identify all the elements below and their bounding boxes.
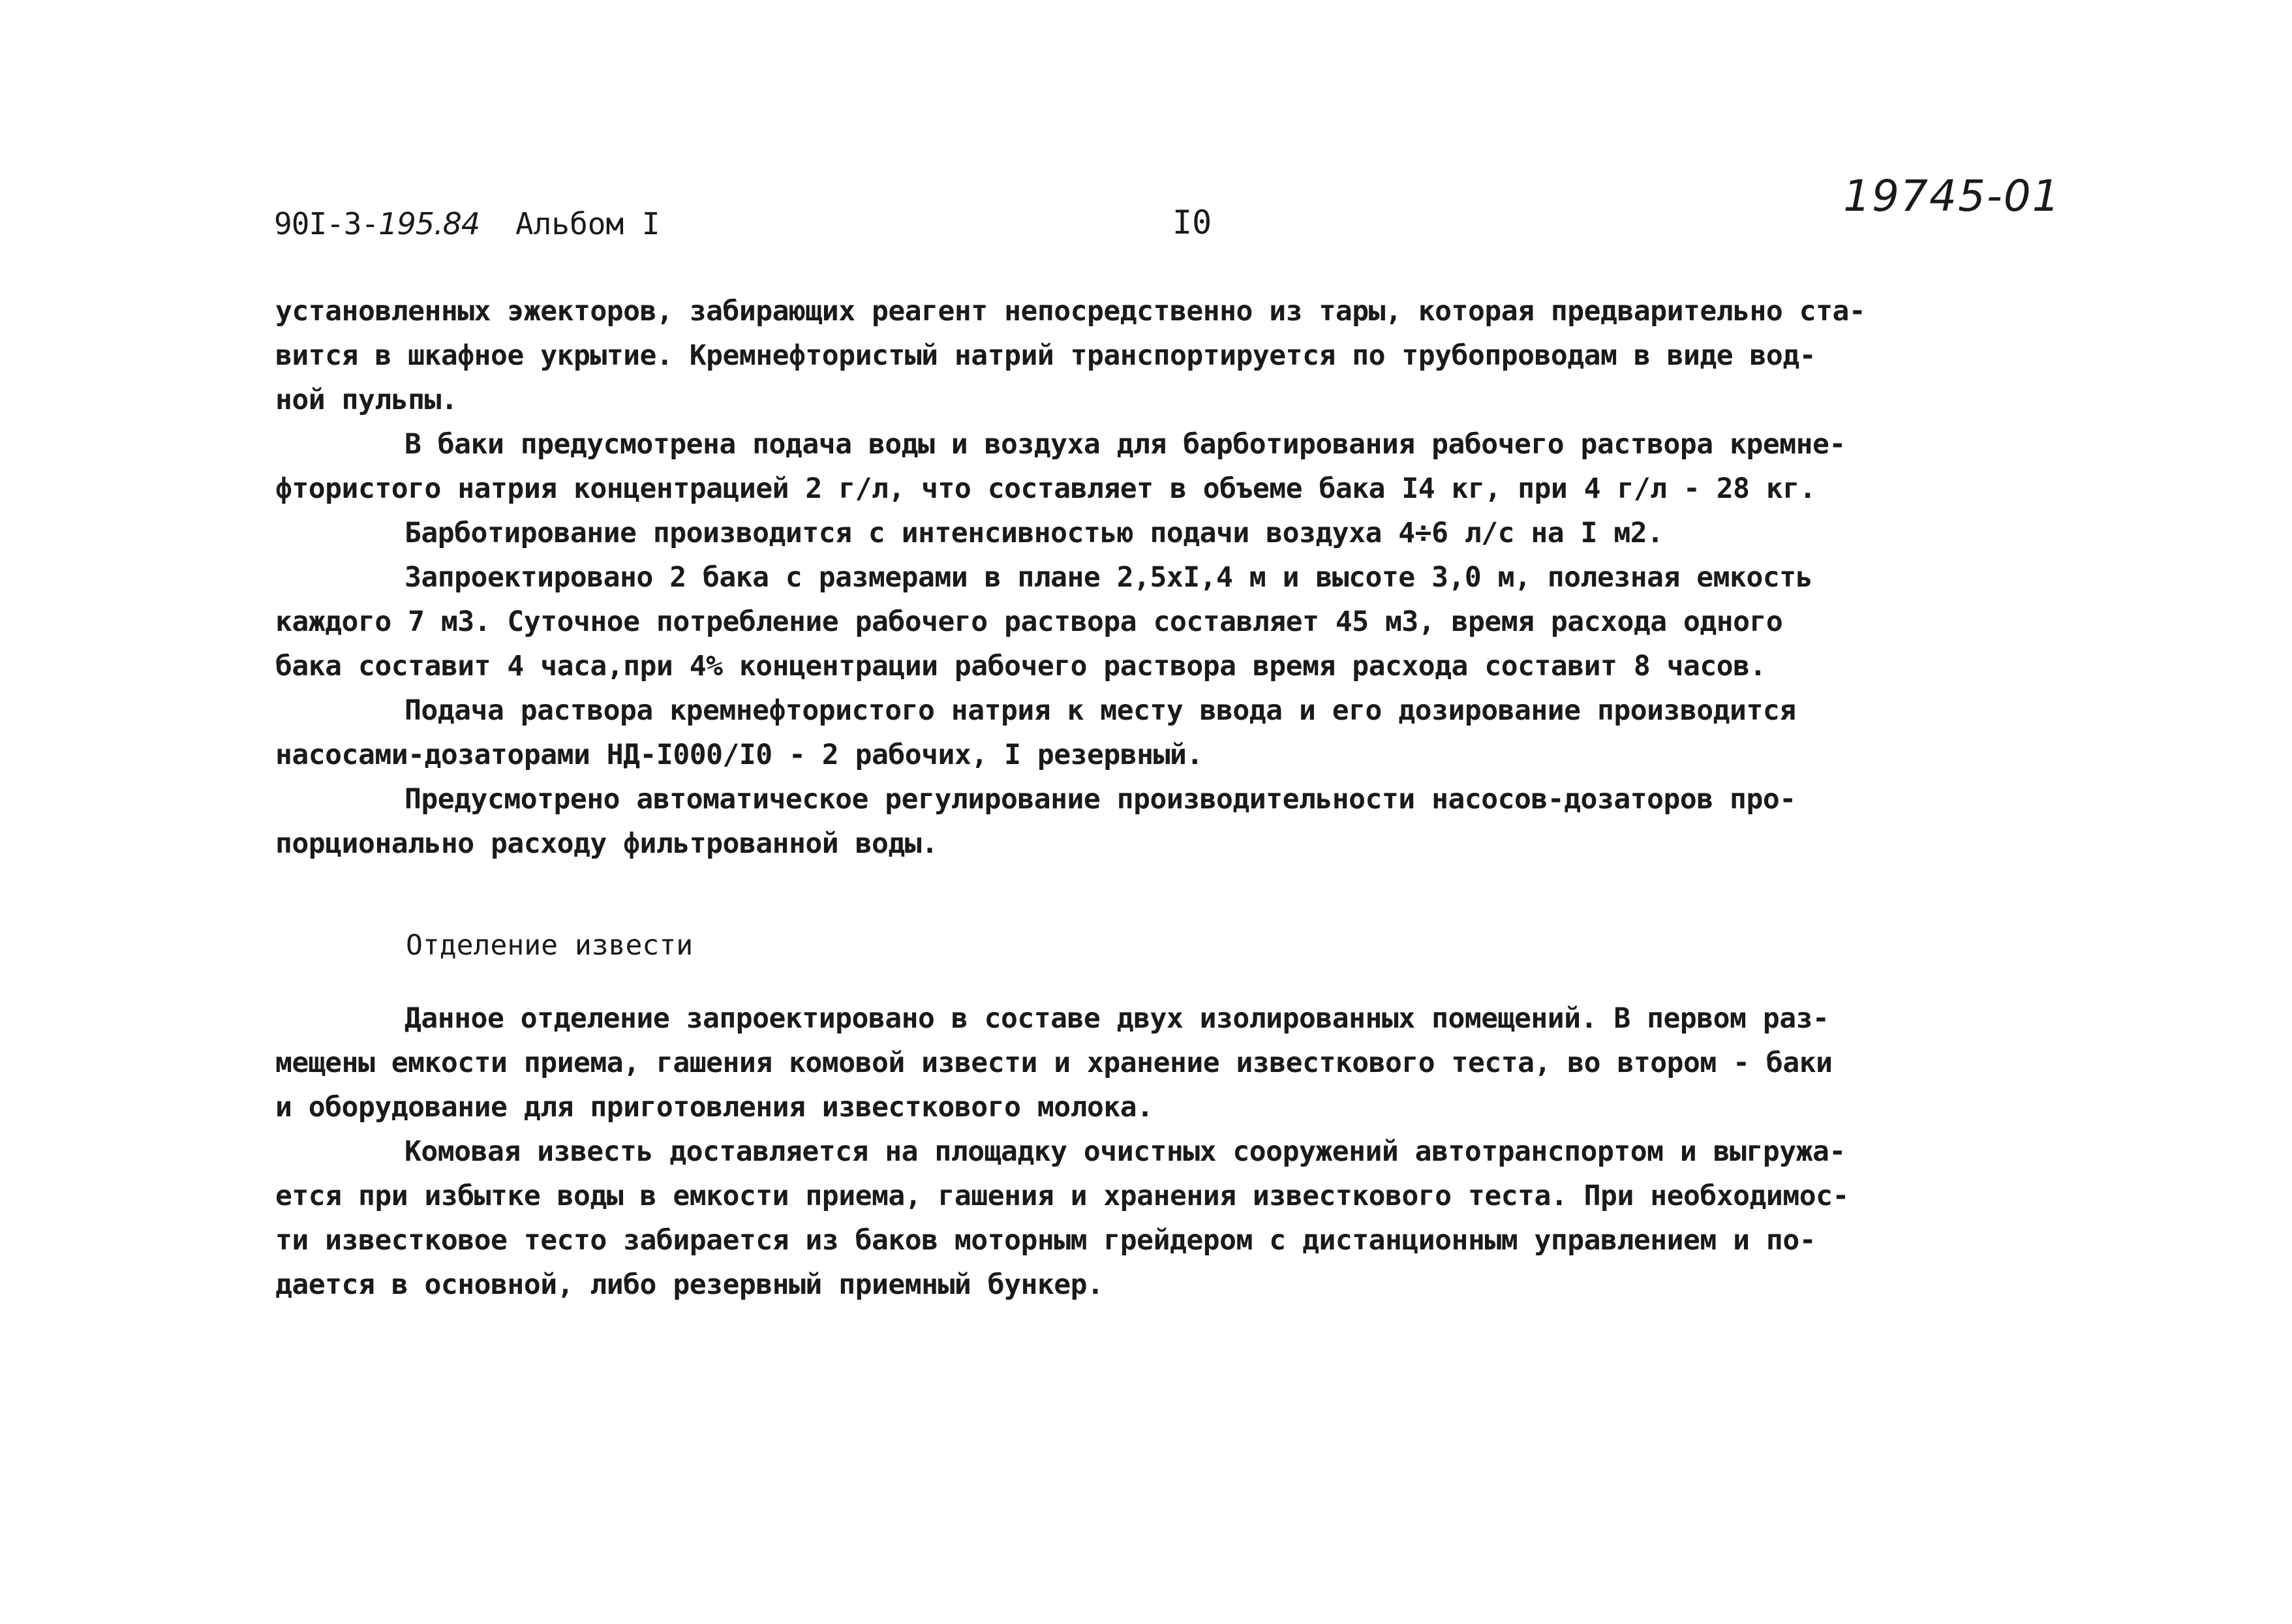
page-number: I0: [1172, 204, 1212, 241]
album-label: Альбом I: [515, 206, 660, 241]
text-line: порционально расходу фильтрованной воды.: [275, 827, 938, 860]
text-line: насосами-дозаторами НД-I000/I0 - 2 рабочих, I резервный.: [275, 739, 1203, 771]
text-line: ется при избытке воды в емкости приема, гашения и хранения известкового теста. При необходимос-: [275, 1180, 1849, 1212]
inventory-stamp: 19745-01: [1843, 171, 2061, 221]
text-line: бака составит 4 часа,при 4% концентрации рабочего раствора время расхода составит 8 часов.: [275, 650, 1766, 682]
text-line: фтористого натрия концентрацией 2 г/л, что составляет в объеме бака I4 кг, при 4 г/л - 28 кг.: [275, 472, 1816, 505]
text-line: дается в основной, либо резервный приемный бункер.: [275, 1268, 1104, 1301]
document-code: [274, 206, 480, 241]
text-line: Предусмотрено автоматическое регулирование производительности насосов-дозаторов про-: [405, 783, 1796, 816]
text-line: каждого 7 м3. Суточное потребление рабочего раствора составляет 45 м3, время расхода одного: [275, 605, 1783, 638]
section-heading: Отделение извести: [406, 929, 694, 962]
text-line: Данное отделение запроектировано в составе двух изолированных помещений. В первом раз-: [405, 1002, 1829, 1035]
text-line: Запроектировано 2 бака с размерами в плане 2,5хI,4 м и высоте 3,0 м, полезная емкость: [405, 561, 1812, 594]
text-line: Комовая известь доставляется на площадку очистных сооружений автотранспортом и выгружа-: [405, 1135, 1846, 1168]
document-code-handwritten: 195.84: [378, 206, 480, 241]
text-line: мещены емкости приема, гашения комовой извести и хранение известкового теста, во втором - баки: [275, 1047, 1833, 1079]
text-line: Подача раствора кремнефтористого натрия к месту ввода и его дозирование производится: [405, 694, 1796, 727]
text-line: и оборудование для приготовления известкового молока.: [275, 1091, 1154, 1124]
document-code-prefix: 90I-3-: [274, 206, 379, 241]
text-line: ти известковое тесто забирается из баков моторным грейдером с дистанционным управлением и по-: [275, 1224, 1816, 1257]
text-line: установленных эжекторов, забирающих реагент непосредственно из тары, которая предварительно ста-: [275, 295, 1866, 328]
text-line: Барботирование производится с интенсивностью подачи воздуха 4÷6 л/с на I м2.: [405, 517, 1664, 549]
text-line: вится в шкафное укрытие. Кремнефтористый натрий транспортируется по трубопроводам в виде вод-: [275, 339, 1816, 372]
text-line: В баки предусмотрена подача воды и воздуха для барботирования рабочего раствора кремне-: [405, 428, 1846, 461]
text-line: ной пульпы.: [275, 384, 458, 416]
